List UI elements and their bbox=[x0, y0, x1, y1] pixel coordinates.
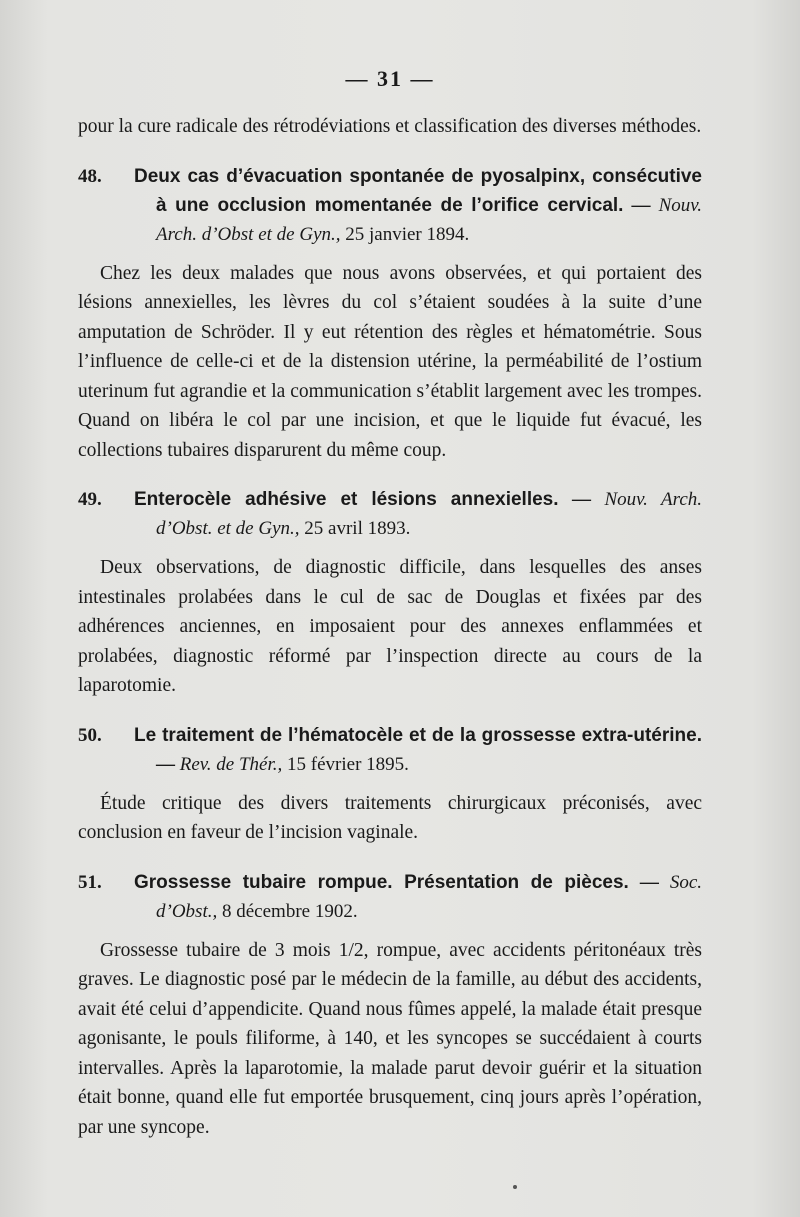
entry-number: 48. bbox=[78, 165, 102, 187]
page-number: — 31 — bbox=[345, 66, 435, 91]
dash-separator: — bbox=[572, 489, 591, 510]
entry-heading bbox=[78, 868, 702, 926]
entry-title: Enterocèle adhésive et lésions annexielles. bbox=[134, 489, 559, 510]
entry-number: 50. bbox=[78, 724, 102, 746]
page-content bbox=[78, 66, 702, 1142]
entry-source: Soc. d’Obst., bbox=[156, 871, 702, 922]
entry-heading bbox=[78, 721, 702, 779]
dash-separator: — bbox=[631, 194, 651, 216]
dash-separator: — bbox=[639, 871, 659, 893]
entry-title: Deux cas d’évacuation spontanée de pyosalpinx, consécutive à une occlusion momentanée de l’orifice cervical. bbox=[134, 165, 702, 216]
entry-50 bbox=[78, 721, 702, 848]
entry-source: Nouv. Arch. d’Obst. et de Gyn., bbox=[156, 489, 703, 539]
ink-speck bbox=[513, 1185, 517, 1189]
entry-number: 49. bbox=[78, 489, 102, 510]
entry-51 bbox=[78, 868, 702, 1143]
entry-heading bbox=[78, 485, 702, 543]
dash-separator: — bbox=[156, 753, 175, 775]
entry-49 bbox=[78, 485, 702, 701]
entry-date: 25 avril 1893. bbox=[304, 518, 411, 539]
entry-source: Nouv. Arch. d’Obst et de Gyn., bbox=[156, 194, 703, 245]
entry-body: Chez les deux malades que nous avons observées, et qui portaient des lésions annexielles, les lèvres du col s’étaient soudées à la suite d’une amputation de Schröder. Il y eut rétention des règles et hématométrie. Sous l’influence de celle-ci et de la distension utérine, la perméabilité de l’ostium uterinum fut agrandie et la communication s’établit largement avec les trompes. Quand on libéra le col par une incision, et que le liquide fut évacué, les collections tubaires disparurent du même coup. bbox=[78, 262, 702, 461]
entry-number: 51. bbox=[78, 871, 102, 893]
entry-body: Étude critique des divers traitements chirurgicaux préconisés, avec conclusion en faveur de l’incision vaginale. bbox=[78, 792, 702, 843]
entry-date: 25 janvier 1894. bbox=[345, 223, 470, 245]
entry-date: 8 décembre 1902. bbox=[221, 900, 358, 922]
continued-paragraph: pour la cure radicale des rétrodéviations et classification des diverses méthodes. bbox=[78, 116, 702, 137]
entry-title: Le traitement de l’hématocèle et de la grossesse extra-utérine. bbox=[134, 724, 702, 746]
entry-source: Rev. de Thér., bbox=[179, 753, 283, 775]
entry-body: Deux observations, de diagnostic difficile, dans lesquelles des anses intestinales prolabées dans le cul de sac de Douglas et fixées par des adhérences anciennes, en imposaient pour des annexes enflammées et prolabées, diagnostic réformé par l’inspection directe au cours de la laparotomie. bbox=[78, 557, 702, 696]
entry-body: Grossesse tubaire de 3 mois 1/2, rompue, avec accidents péritonéaux très graves. Le diagnostic posé par le médecin de la famille, au début des accidents, avait été celui d’appendicite. Quand nous fûmes appelé, la malade était presque agonisante, le pouls filiforme, à 140, et les syncopes se succédaient à courts intervalles. Après la laparotomie, la malade parut devoir guérir et la situation était bonne, quand elle fut emportée brusquement, cinq jours après l’opération, par une syncope. bbox=[78, 939, 702, 1138]
entry-48 bbox=[78, 162, 702, 466]
entry-title: Grossesse tubaire rompue. Présentation de pièces. bbox=[134, 871, 629, 893]
entry-date: 15 février 1895. bbox=[287, 753, 409, 775]
entry-heading bbox=[78, 162, 702, 249]
